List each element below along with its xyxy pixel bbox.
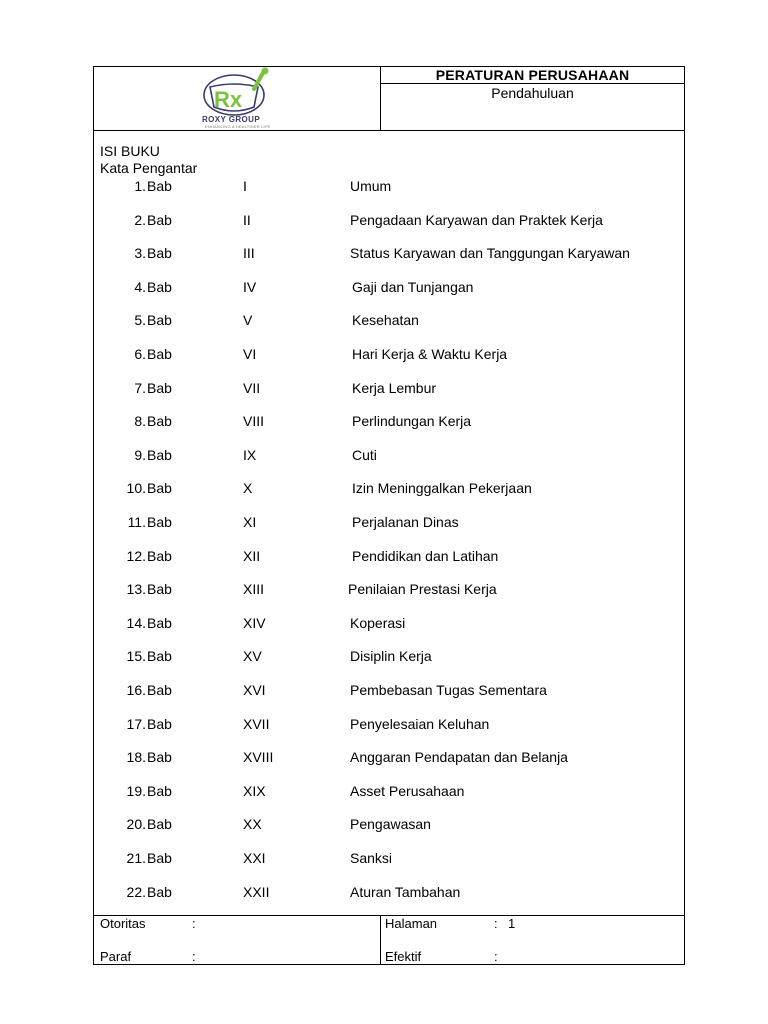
toc-item-roman: II <box>243 212 251 228</box>
toc-item-roman: VI <box>243 346 257 362</box>
toc-item-roman: XVI <box>243 682 266 698</box>
toc-item-title: Pendidikan dan Latihan <box>352 548 499 564</box>
toc-item-title: Pengawasan <box>350 816 431 832</box>
toc-item-title: Umum <box>350 178 392 194</box>
toc-item-title: Hari Kerja & Waktu Kerja <box>352 346 508 362</box>
toc-item-bab: Bab <box>147 850 172 866</box>
toc-heading: ISI BUKU <box>100 143 160 159</box>
logo-tagline: ENHANCING A HEALTHIER LIFE <box>205 124 271 129</box>
toc-item-bab: Bab <box>147 716 172 732</box>
toc-item <box>94 815 684 833</box>
title-cell <box>381 67 684 130</box>
halaman-value: 1 <box>508 916 516 931</box>
toc-item-bab: Bab <box>147 245 172 261</box>
paraf-label: Paraf <box>100 949 132 964</box>
toc-item <box>94 849 684 867</box>
toc-item <box>94 748 684 766</box>
toc-item-roman: XV <box>243 648 262 664</box>
otoritas-label: Otoritas <box>100 916 146 931</box>
toc-item <box>94 715 684 733</box>
toc-item <box>94 379 684 397</box>
efektif-label: Efektif <box>385 949 422 964</box>
toc-item-title: Anggaran Pendapatan dan Belanja <box>350 749 568 765</box>
toc-item-number: 13. <box>126 581 146 597</box>
logo-cell <box>94 67 381 130</box>
toc-item-title: Status Karyawan dan Tanggungan Karyawan <box>350 245 630 261</box>
toc-item-bab: Bab <box>147 581 172 597</box>
toc-item-bab: Bab <box>147 212 172 228</box>
toc-item-title: Penilaian Prestasi Kerja <box>348 581 497 597</box>
document-footer <box>94 915 684 965</box>
toc-item-bab: Bab <box>147 279 172 295</box>
toc-item-title: Gaji dan Tunjangan <box>352 279 474 295</box>
toc-item-number: 19. <box>126 783 146 799</box>
toc-item-number: 8. <box>134 413 146 429</box>
toc-item-roman: XII <box>243 548 261 564</box>
toc-item-number: 22. <box>126 884 146 900</box>
toc-item-roman: IV <box>243 279 257 295</box>
halaman-label: Halaman <box>385 916 438 931</box>
toc-item-number: 15. <box>126 648 146 664</box>
toc-item-title: Cuti <box>352 447 377 463</box>
document-title: PERATURAN PERUSAHAAN <box>381 67 684 84</box>
paraf-separator: : <box>192 949 196 964</box>
toc-item <box>94 211 684 229</box>
toc-item-number: 10. <box>126 480 146 496</box>
toc-item-title: Penyelesaian Keluhan <box>350 716 490 732</box>
toc-item-number: 3. <box>134 245 146 261</box>
toc-item-number: 17. <box>126 716 146 732</box>
svg-text:Rx: Rx <box>214 87 243 112</box>
toc-item-roman: XVII <box>243 716 270 732</box>
toc-item <box>94 278 684 296</box>
toc-item-bab: Bab <box>147 783 172 799</box>
toc-item-number: 18. <box>126 749 146 765</box>
toc-item-number: 7. <box>134 380 146 396</box>
toc-item-bab: Bab <box>147 346 172 362</box>
table-of-contents <box>94 131 684 915</box>
document-page <box>93 66 685 965</box>
toc-item-number: 1. <box>134 178 146 194</box>
otoritas-separator: : <box>192 916 196 931</box>
toc-item <box>94 412 684 430</box>
toc-item-roman: VIII <box>243 413 265 429</box>
toc-item-bab: Bab <box>147 682 172 698</box>
toc-item-number: 16. <box>126 682 146 698</box>
toc-item-title: Koperasi <box>350 615 406 631</box>
toc-item-bab: Bab <box>147 816 172 832</box>
toc-item-number: 2. <box>134 212 146 228</box>
toc-item-number: 6. <box>134 346 146 362</box>
toc-item <box>94 547 684 565</box>
toc-intro: Kata Pengantar <box>100 160 198 176</box>
toc-item-number: 14. <box>126 615 146 631</box>
toc-item <box>94 580 684 598</box>
toc-item <box>94 614 684 632</box>
toc-item-roman: III <box>243 245 255 261</box>
document-header <box>94 67 684 131</box>
toc-item-bab: Bab <box>147 884 172 900</box>
toc-item-number: 5. <box>134 312 146 328</box>
toc-item <box>94 647 684 665</box>
toc-item-title: Pembebasan Tugas Sementara <box>350 682 547 698</box>
toc-item-number: 20. <box>126 816 146 832</box>
toc-item <box>94 446 684 464</box>
efektif-separator: : <box>494 949 498 964</box>
toc-item-title: Kesehatan <box>352 312 419 328</box>
toc-item-title: Perjalanan Dinas <box>352 514 459 530</box>
toc-item <box>94 782 684 800</box>
toc-item-bab: Bab <box>147 615 172 631</box>
toc-item <box>94 345 684 363</box>
toc-item-bab: Bab <box>147 380 172 396</box>
toc-item-roman: XIII <box>243 581 265 597</box>
toc-item <box>94 311 684 329</box>
toc-item <box>94 883 684 901</box>
toc-item-bab: Bab <box>147 178 172 194</box>
toc-item <box>94 244 684 262</box>
toc-item-roman: XXI <box>243 850 266 866</box>
toc-item-roman: XVIII <box>243 749 274 765</box>
toc-item-roman: XX <box>243 816 262 832</box>
toc-item-title: Perlindungan Kerja <box>352 413 472 429</box>
halaman-separator: : <box>494 916 498 931</box>
document-subtitle: Pendahuluan <box>491 85 574 101</box>
toc-item-title: Sanksi <box>350 850 393 866</box>
toc-item-title: Asset Perusahaan <box>350 783 465 799</box>
toc-item-number: 4. <box>134 279 146 295</box>
toc-item-bab: Bab <box>147 514 172 530</box>
toc-item-roman: XXII <box>243 884 270 900</box>
toc-item-title: Pengadaan Karyawan dan Praktek Kerja <box>350 212 603 228</box>
toc-item-title: Izin Meninggalkan Pekerjaan <box>352 480 532 496</box>
toc-item-number: 12. <box>126 548 146 564</box>
toc-item-number: 21. <box>126 850 146 866</box>
toc-item <box>94 681 684 699</box>
toc-item <box>94 177 684 195</box>
toc-item-roman: V <box>243 312 253 328</box>
toc-item-bab: Bab <box>147 648 172 664</box>
toc-item-bab: Bab <box>147 447 172 463</box>
toc-item-roman: XIV <box>243 615 266 631</box>
toc-item-roman: X <box>243 480 253 496</box>
logo-name: ROXY GROUP <box>202 115 261 124</box>
footer-divider <box>380 916 381 965</box>
toc-item-roman: I <box>243 178 247 194</box>
toc-item-number: 9. <box>134 447 146 463</box>
toc-item-roman: IX <box>243 447 257 463</box>
toc-item-bab: Bab <box>147 312 172 328</box>
toc-item-title: Disiplin Kerja <box>350 648 432 664</box>
toc-item-title: Aturan Tambahan <box>350 884 461 900</box>
toc-item <box>94 479 684 497</box>
toc-item-title: Kerja Lembur <box>352 380 437 396</box>
toc-item-roman: XI <box>243 514 257 530</box>
toc-item-bab: Bab <box>147 413 172 429</box>
toc-item-roman: XIX <box>243 783 266 799</box>
toc-item-bab: Bab <box>147 749 172 765</box>
toc-item <box>94 513 684 531</box>
toc-item-bab: Bab <box>147 480 172 496</box>
toc-item-number: 11. <box>127 514 146 530</box>
toc-item-bab: Bab <box>147 548 172 564</box>
toc-item-roman: VII <box>243 380 261 396</box>
